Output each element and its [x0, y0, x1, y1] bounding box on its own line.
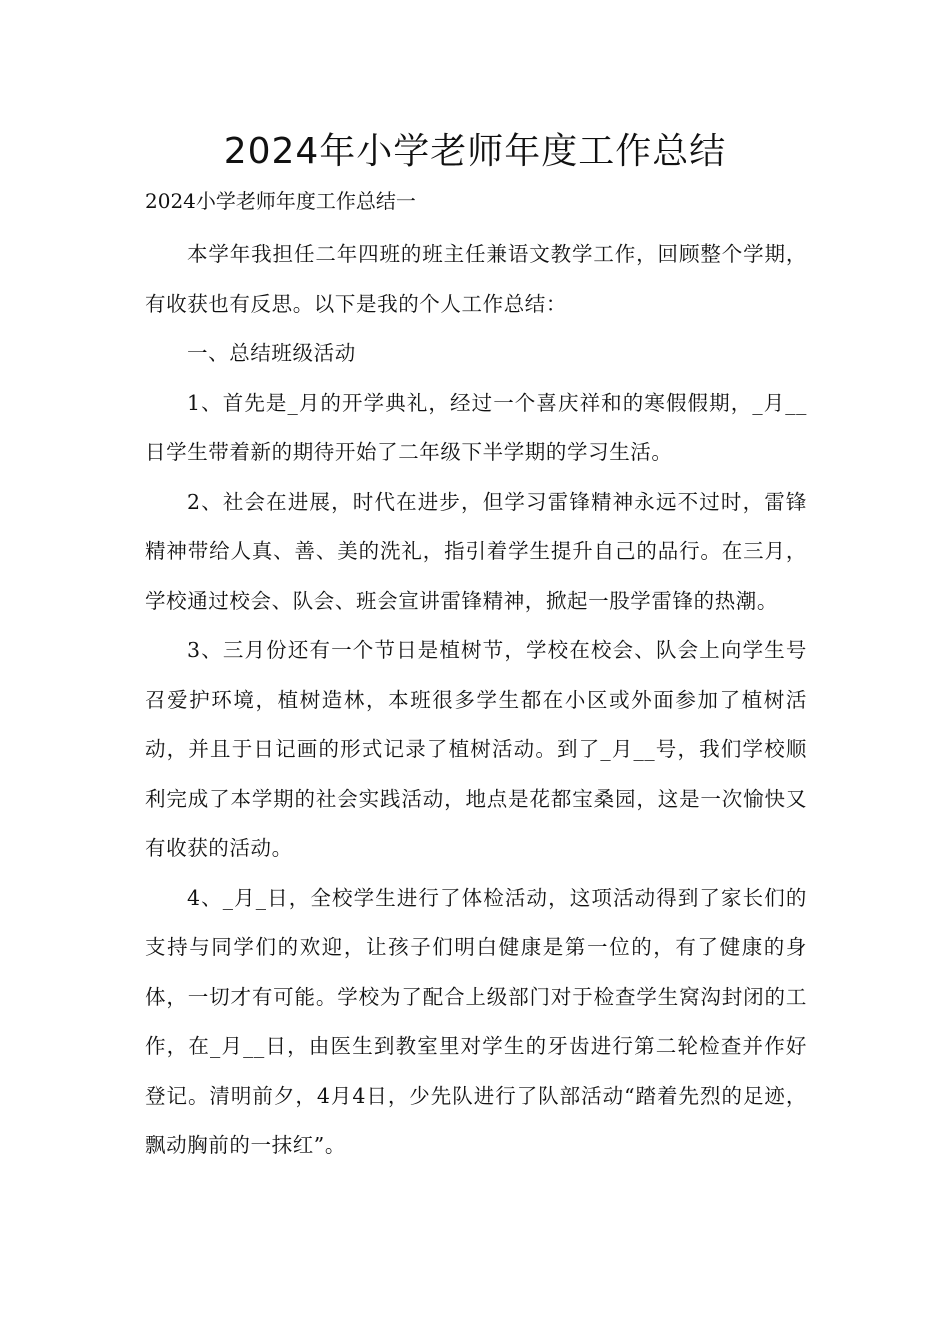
paragraph-intro: 本学年我担任二年四班的班主任兼语文教学工作，回顾整个学期，有收获也有反思。以下是我的个人工作总结：	[145, 242, 807, 316]
section-heading: 一、总结班级活动	[187, 341, 356, 365]
paragraph-item-2: 2、社会在进展，时代在进步，但学习雷锋精神永远不过时，雷锋精神带给人真、善、美的洗礼，指引着学生提升自己的品行。在三月，学校通过校会、队会、班会宣讲雷锋精神，掀起一股学雷锋的热潮。	[145, 489, 807, 613]
paragraph-item-1: 1、首先是_月的开学典礼，经过一个喜庆祥和的寒假假期，_月__日学生带着新的期待开始了二年级下半学期的学习生活。	[145, 390, 807, 464]
document-title: 2024年小学老师年度工作总结	[223, 131, 727, 172]
document-subtitle: 2024小学老师年度工作总结一	[145, 189, 416, 213]
paragraph-item-4: 4、_月_日，全校学生进行了体检活动，这项活动得到了家长们的支持与同学们的欢迎，让孩子们明白健康是第一位的，有了健康的身体，一切才有可能。学校为了配合上级部门对于检查学生窝沟封闭的工作，在_月__日，由医生到教室里对学生的牙齿进行第二轮检查并作好登记。清明前夕，4月4日，少先队进行了队部活动“踏着先烈的足迹，飘动胸前的一抹红”。	[145, 885, 807, 1157]
paragraph-item-3: 3、三月份还有一个节日是植树节，学校在校会、队会上向学生号召爱护环境，植树造林，本班很多学生都在小区或外面参加了植树活动，并且于日记画的形式记录了植树活动。到了_月__号，我们学校顺利完成了本学期的社会实践活动，地点是花都宝桑园，这是一次愉快又有收获的活动。	[145, 638, 807, 860]
document-body	[145, 230, 807, 1171]
